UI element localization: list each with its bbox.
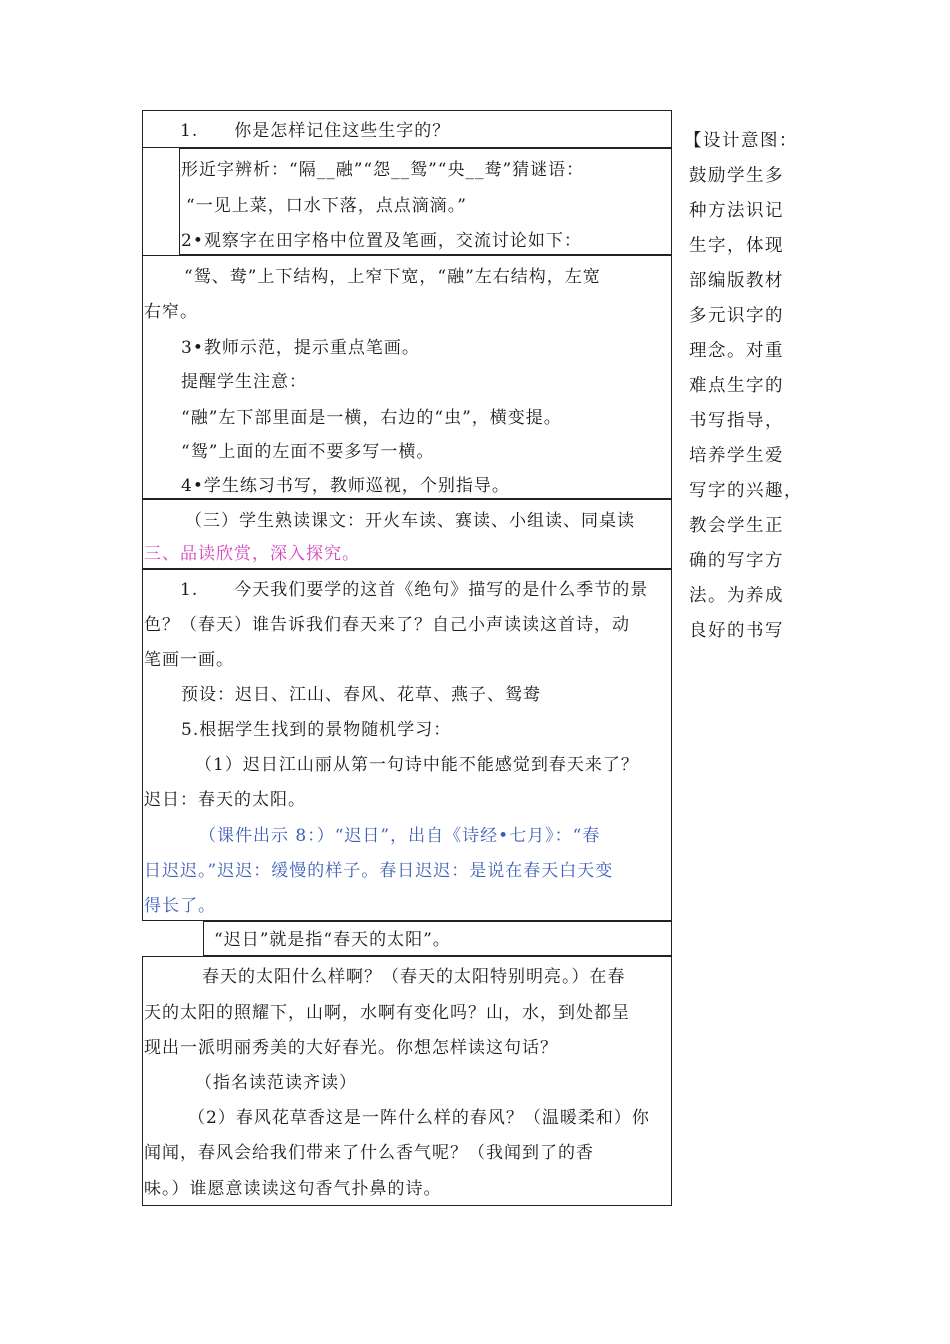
structure-note-line-1: “鸳、鸯”上下结构，上窄下宽，“融”左右结构，左宽 bbox=[184, 267, 601, 287]
design-intent-line: 培养学生爱 bbox=[689, 446, 784, 466]
design-intent-line: 多元识字的 bbox=[689, 306, 784, 326]
reminder-title: 提醒学生注意： bbox=[181, 372, 307, 392]
student-practice: 4•学生练习书写，教师巡视，个别指导。 bbox=[181, 476, 510, 496]
design-intent-line: 法。为养成 bbox=[689, 586, 784, 606]
reminder-yuan: “鸳”上面的左面不要多写一横。 bbox=[181, 442, 435, 462]
spring-line-2: 天的太阳的照耀下，山啊，水啊有变化吗？山，水，到处都呈 bbox=[144, 1003, 630, 1023]
spring-line-4: （指名读范读齐读） bbox=[195, 1073, 357, 1093]
poem-question-line-2: 色？（春天）谁告诉我们春天来了？自己小声读读这首诗，动 bbox=[144, 615, 630, 635]
spring-line-6: 闻闻，春风会给我们带来了什么香气呢？（我闻到了的香 bbox=[144, 1143, 594, 1163]
design-intent-line: 教会学生正 bbox=[689, 516, 784, 536]
teacher-demo: 3•教师示范，提示重点笔画。 bbox=[181, 338, 420, 358]
question-text: 1. 你是怎样记住这些生字的？ bbox=[180, 121, 451, 141]
structure-note-line-2: 右窄。 bbox=[144, 302, 198, 322]
char-analysis-line-2: “一见上菜，口水下落，点点滴滴。” bbox=[186, 196, 467, 216]
design-intent-line: 确的写字方 bbox=[689, 551, 784, 571]
table-row-chiri-meaning bbox=[203, 921, 672, 956]
design-intent-line: 良好的书写 bbox=[689, 621, 784, 641]
table-row-char-analysis bbox=[179, 148, 672, 255]
poem-question-line-3: 笔画一画。 bbox=[144, 650, 234, 670]
courseware-line-1: （课件出示 8：）“迟日”，出自《诗经•七月》：“春 bbox=[199, 826, 601, 846]
courseware-line-2: 日迟迟。”迟迟：缓慢的样子。春日迟迟：是说在春天白天变 bbox=[144, 861, 614, 881]
chiri-meaning: “迟日”就是指“春天的太阳”。 bbox=[214, 930, 451, 950]
design-intent-line: 种方法识记 bbox=[689, 201, 784, 221]
section-heading: 三、品读欣赏，深入探究。 bbox=[144, 544, 360, 564]
scenery-study: 5.根据学生找到的景物随机学习： bbox=[181, 720, 452, 740]
chiri-answer: 迟日：春天的太阳。 bbox=[144, 790, 306, 810]
preset-answers: 预设：迟日、江山、春风、花草、燕子、鸳鸯 bbox=[181, 685, 541, 705]
design-intent-line: 书写指导， bbox=[689, 411, 784, 431]
design-intent-line: 写字的兴趣， bbox=[689, 481, 803, 501]
poem-question-line-1: 1. 今天我们要学的这首《绝句》描写的是什么季节的景 bbox=[180, 580, 649, 600]
chiri-question: （1）迟日江山丽从第一句诗中能不能感觉到春天来了？ bbox=[195, 755, 639, 775]
table-row-reading bbox=[142, 499, 672, 569]
design-intent-line: 鼓励学生多 bbox=[689, 166, 784, 186]
design-intent-line: 难点生字的 bbox=[689, 376, 784, 396]
table-row-reading-left bbox=[142, 499, 180, 534]
table-row-char-analysis-left bbox=[142, 148, 180, 255]
table-row-question bbox=[142, 110, 672, 148]
reminder-rong: “融”左下部里面是一横，右边的“虫”，横变提。 bbox=[181, 408, 562, 428]
spring-line-1: 春天的太阳什么样啊？（春天的太阳特别明亮。）在春 bbox=[202, 967, 626, 987]
design-intent-line: 【设计意图： bbox=[684, 131, 798, 151]
design-intent-sidebar bbox=[684, 124, 819, 649]
char-analysis-line-1: 形近字辨析：“隔__融”“怨__鸳”“央__鸯”猜谜语： bbox=[181, 160, 585, 180]
spring-line-3: 现出一派明丽秀美的大好春光。你想怎样读这句话？ bbox=[144, 1038, 558, 1058]
courseware-line-3: 得长了。 bbox=[144, 896, 216, 916]
table-row-poem-study bbox=[142, 569, 672, 921]
spring-line-7: 味。）谁愿意读读这句香气扑鼻的诗。 bbox=[144, 1179, 442, 1199]
spring-line-5: （2）春风花草香这是一阵什么样的春风？（温暖柔和）你 bbox=[188, 1108, 650, 1128]
table-row-writing-guide bbox=[142, 255, 672, 499]
char-analysis-line-3: 2•观察字在田字格中位置及笔画，交流讨论如下： bbox=[181, 231, 582, 251]
reading-methods: （三）学生熟读课文：开火车读、赛读、小组读、同桌读 bbox=[185, 511, 635, 531]
table-row-spring bbox=[142, 956, 672, 1206]
design-intent-line: 理念。对重 bbox=[689, 341, 784, 361]
design-intent-line: 部编版教材 bbox=[689, 271, 784, 291]
design-intent-line: 生字，体现 bbox=[689, 236, 784, 256]
